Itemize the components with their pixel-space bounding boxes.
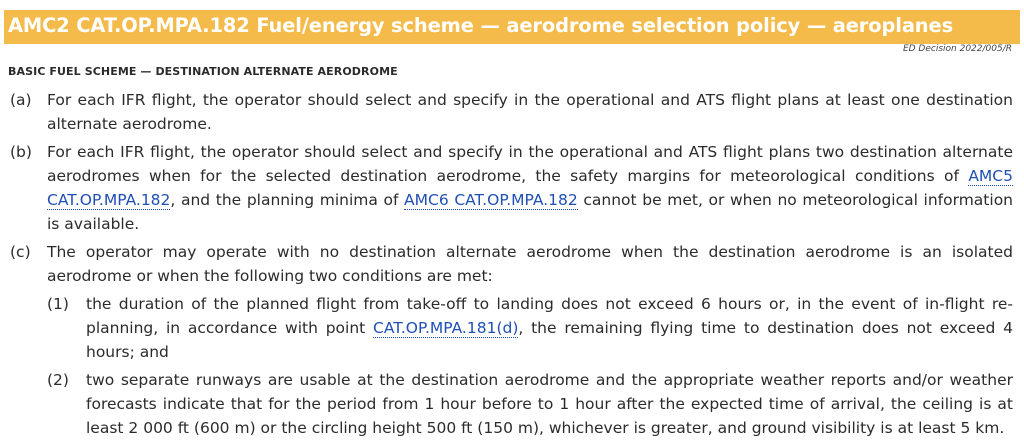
item-1-marker: (1) — [47, 295, 69, 313]
paragraph-b — [47, 140, 1013, 236]
paragraph-a-text: For each IFR flight, the operator should select and specify in the operational and ATS flight plans at least one destination alternate aerodrome. — [47, 91, 1013, 133]
item-1 — [86, 292, 1013, 364]
paragraph-c-text: The operator may operate with no destination alternate aerodrome when the destination aerodrome is an isolated aerodrome or when the following two conditions are met: — [47, 243, 1013, 285]
item-2-text: two separate runways are usable at the destination aerodrome and the appropriate weather reports and/or weather forecasts indicate that for the period from 1 hour before to 1 hour after the expected time of arrival, the ceiling is at least 2 000 ft (600 m) or the circling height 500 ft (150 m), whichever is greater, and ground visibility is at least 5 km. — [86, 371, 1013, 437]
cat-op-mpa-181d-link[interactable]: CAT.OP.MPA.181(d) — [373, 319, 519, 337]
paragraph-b-text-1: For each IFR flight, the operator should select and specify in the operational and ATS flight plans two destination alternate aerodromes when for the selected destination aerodrome, the safety margins for meteorological conditions of — [47, 143, 1013, 185]
paragraph-b-marker: (b) — [10, 143, 32, 161]
item-2 — [86, 368, 1013, 440]
paragraph-b-text-2: , and the planning minima of — [170, 191, 405, 209]
section-heading: BASIC FUEL SCHEME — DESTINATION ALTERNATE AERODROME — [8, 65, 398, 78]
ed-decision-reference: ED Decision 2022/005/R — [902, 44, 1012, 54]
amc6-link[interactable]: AMC6 CAT.OP.MPA.182 — [404, 191, 578, 209]
paragraph-b-text-3: cannot be met, or when no meteorological information is available. — [47, 191, 1013, 233]
item-1-text-2: , the remaining flying time to destination does not exceed 4 hours; and — [86, 319, 1013, 361]
paragraph-c-marker: (c) — [10, 243, 31, 261]
title-banner — [4, 10, 1020, 44]
item-2-marker: (2) — [47, 371, 69, 389]
paragraph-c — [47, 240, 1013, 288]
amc5-link[interactable]: AMC5 CAT.OP.MPA.182 — [47, 167, 1013, 209]
item-1-text-1: the duration of the planned flight from take-off to landing does not exceed 6 hours or, in the event of in-flight re-planning, in accordance with point — [86, 295, 1013, 337]
page-title: AMC2 CAT.OP.MPA.182 Fuel/energy scheme — aerodrome selection policy — aeroplanes — [8, 14, 954, 37]
paragraph-a — [47, 88, 1013, 136]
paragraph-a-marker: (a) — [10, 91, 32, 109]
